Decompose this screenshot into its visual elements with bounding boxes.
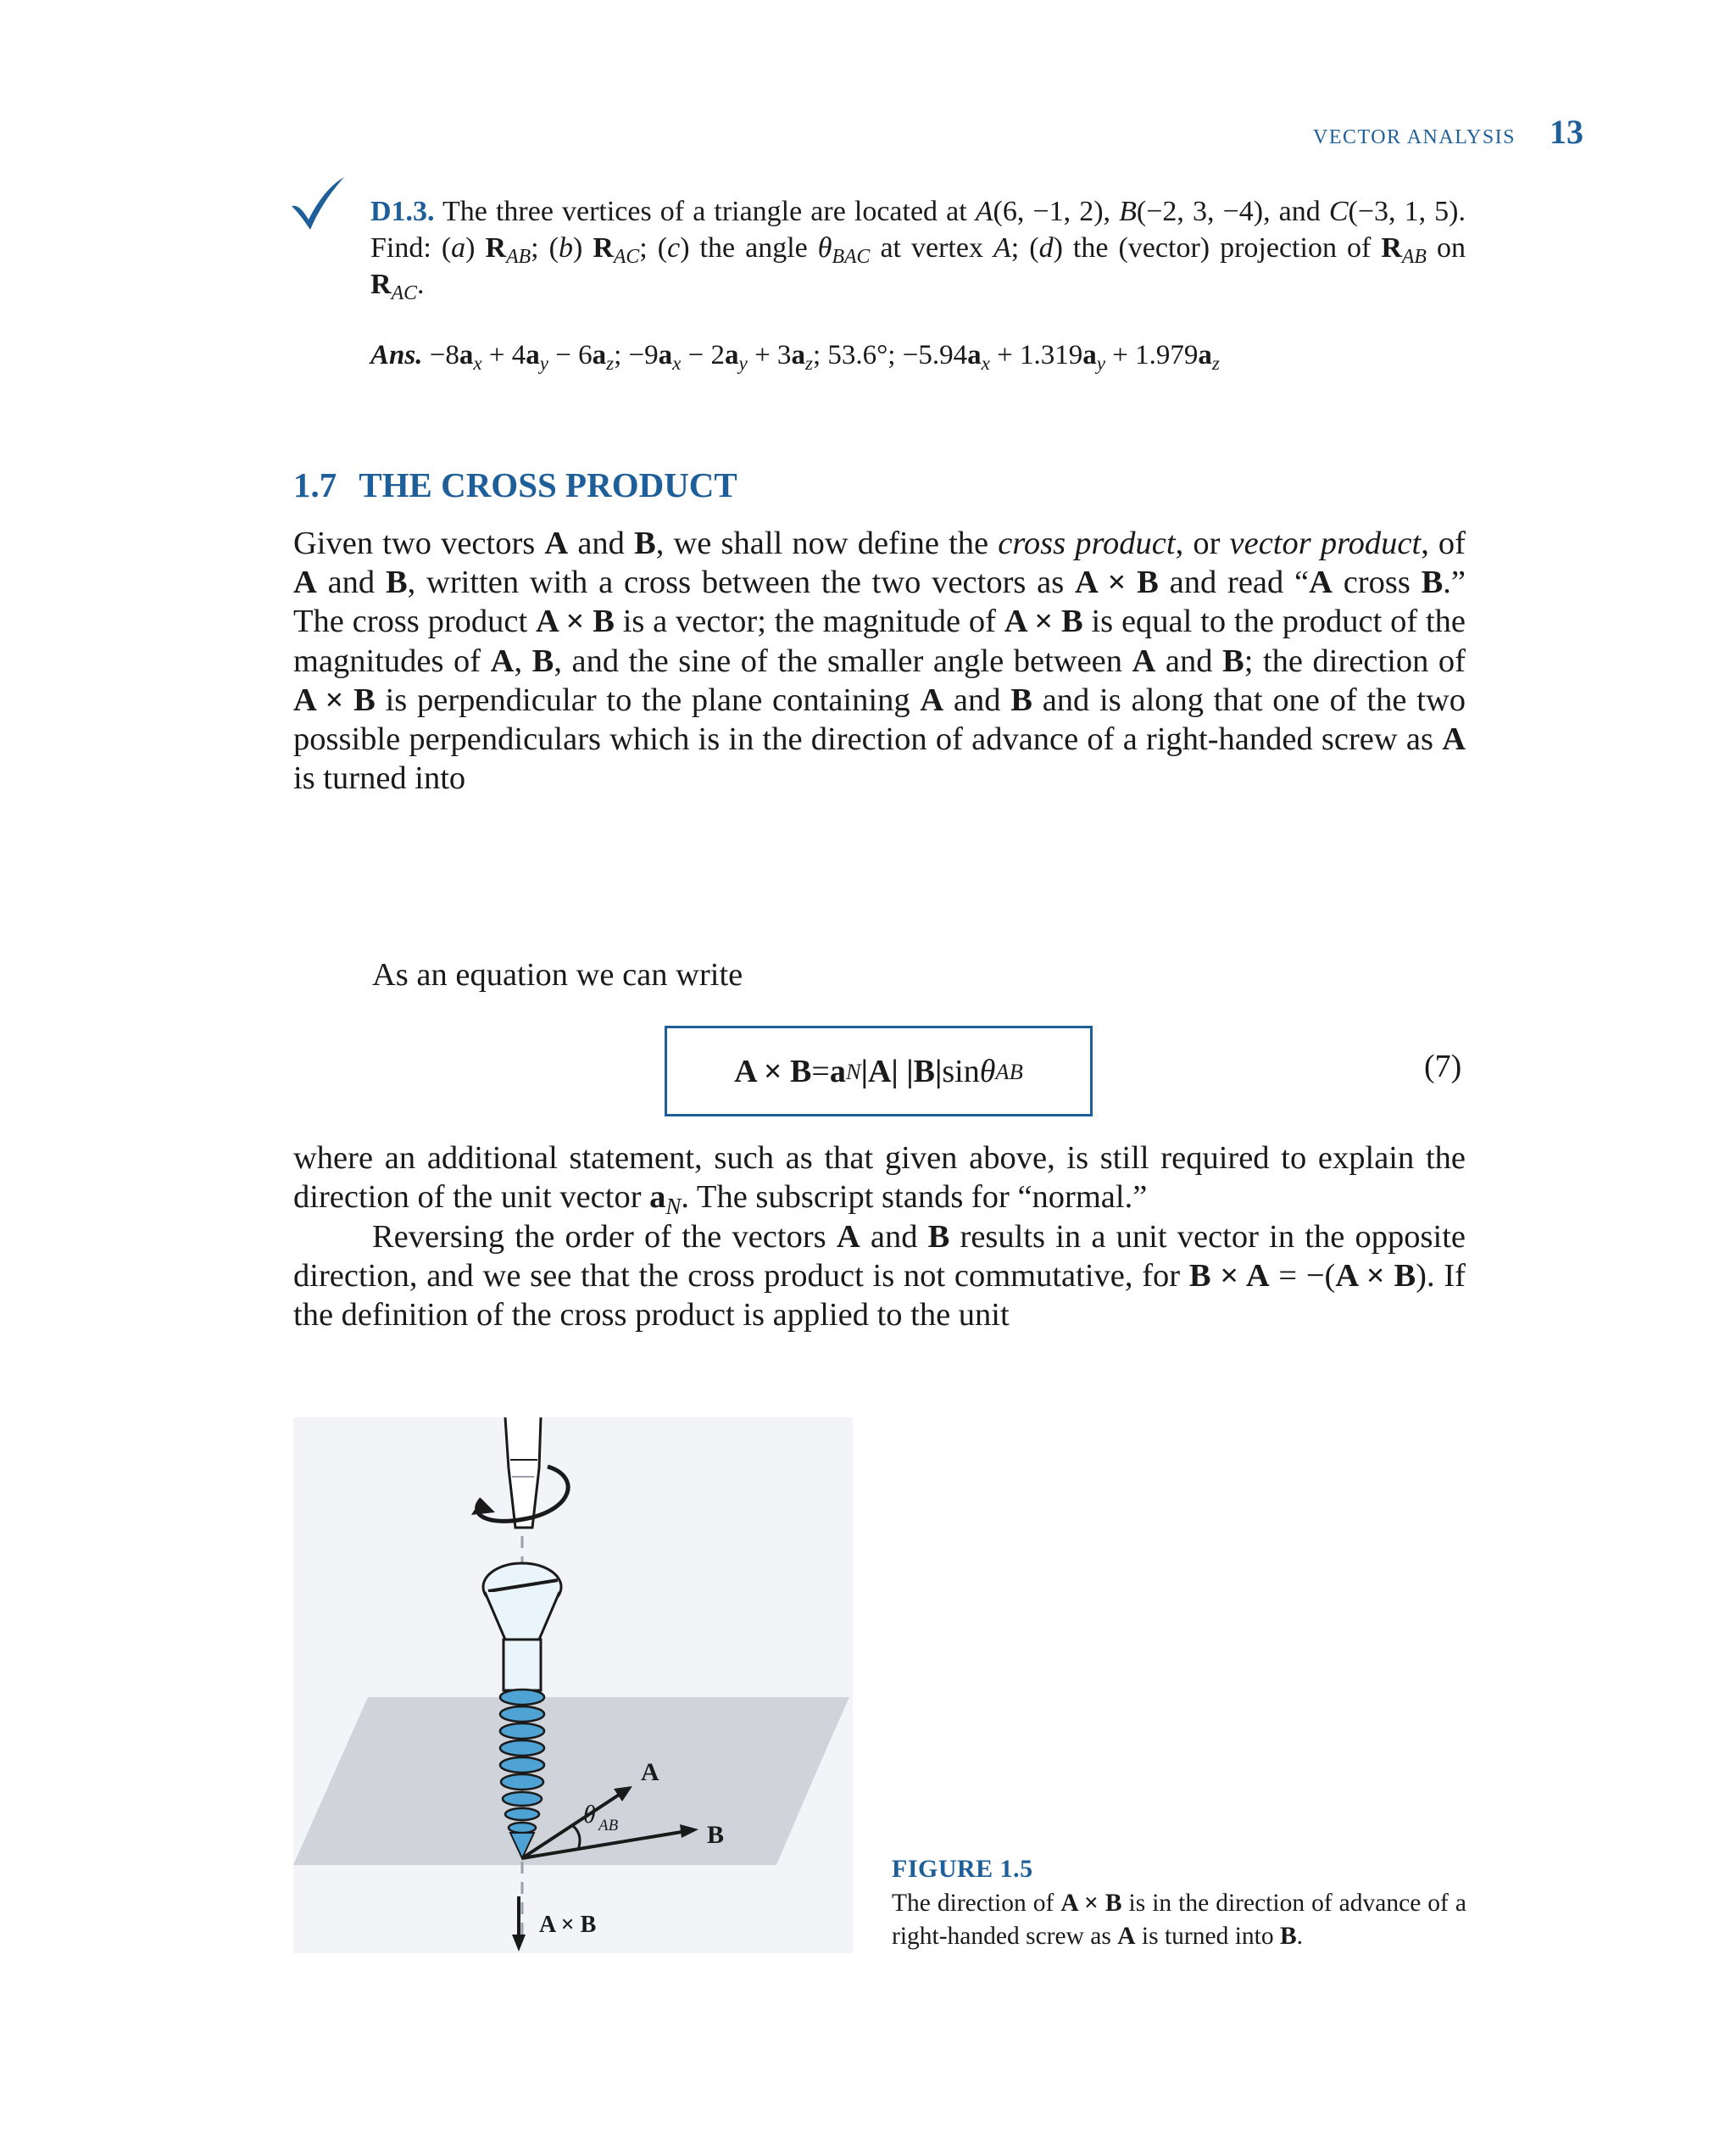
- paragraph-noncommutative: Reversing the order of the vectors A and B results in a unit vector in the opposite direction, and we see that the cross product is not commutative, for B × A = −(A × B). If the definition of the cross product is applied to the unit: [293, 1219, 1466, 1333]
- figure-caption: The direction of A × B is in the direction of advance of a right-handed screw as A is turned into B.: [892, 1890, 1466, 1950]
- theta-label: θ: [583, 1801, 596, 1829]
- paragraph-unit-normal: where an additional statement, such as that given above, is still required to explain the direction of the unit vector $a_N$. The subscript stands for “normal.”: [293, 1140, 1466, 1220]
- vector-a-label: A: [641, 1758, 659, 1786]
- section-title: THE CROSS PRODUCT: [359, 465, 737, 504]
- paragraph-equation-intro: As an equation we can write: [372, 957, 743, 993]
- axb-label: A × B: [539, 1912, 597, 1938]
- equation-lhs: A × B: [734, 1053, 812, 1089]
- running-header: [1313, 112, 1583, 152]
- page-number: 13: [1550, 113, 1583, 151]
- running-title: VECTOR ANALYSIS: [1312, 126, 1516, 148]
- equation-number: (7): [1424, 1049, 1462, 1084]
- vector-b-label: B: [707, 1821, 725, 1849]
- paragraph-cross-product-definition: Given two vectors A and B, we shall now define the cross product, or vector product, of A and B, written with a cross between the two vectors as A × B and read “A cross B.” The cross product A × B is a vector; the magnitude of A × B is equal to the product of the magnitudes of A, B, and the sine of the smaller angle between A and B; the direction of A × B is perpendicular to the plane containing A and B and is along that one of the two possible perpendiculars which is in the direction of advance of a right-handed screw as A is turned into: [293, 526, 1466, 797]
- figure-caption-title: FIGURE 1.5: [892, 1855, 1033, 1883]
- section-heading: [293, 465, 737, 505]
- theta-sub-label: AB: [598, 1817, 619, 1834]
- equation-box: A × B = a N |A| |B| sin θ AB: [665, 1026, 1093, 1116]
- drill-answer: Ans. $-8a_x + 4a_y - 6a_z$; $-9a_x - 2a_y + 3a_z$; 53.6°; $-5.94a_x + 1.319a_y + 1.979a_z$: [370, 340, 1220, 374]
- drill-problem: D1.3. The three vertices of a triangle are located at A(6, −1, 2), B(−2, 3, −4), and C(−3, 1, 5). Find: (a) $R_{AB}$; (b) $R_{AC}$; (c) the angle $\theta_{BAC}$ at vertex A; (d) the (vector) projection of $R_{AB}$ on $R_{AC}$.: [370, 196, 1466, 305]
- drill-label: D1.3.: [370, 196, 435, 227]
- checkmark-icon: [288, 174, 348, 233]
- figure-screw-diagram: [293, 1417, 853, 1953]
- section-number: 1.7: [293, 465, 337, 504]
- answer-label: Ans.: [370, 340, 423, 370]
